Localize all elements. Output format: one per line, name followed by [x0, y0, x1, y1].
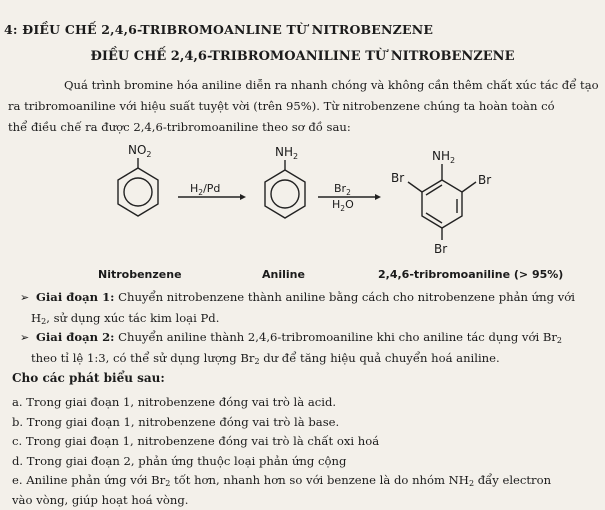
intro-line-1: Quá trình bromine hóa aniline diễn ra nhanh chóng và không cần thêm chất xúc tác để tạo	[8, 75, 600, 96]
claim-d: d. Trong giai đoạn 2, phản ứng thuộc loại phản ứng cộng	[12, 452, 602, 472]
label-nitrobenzene: Nitrobenzene	[98, 268, 182, 281]
claim-c: c. Trong giai đoạn 1, nitrobenzene đóng vai trò là chất oxi hoá	[12, 432, 602, 452]
intro-paragraph	[8, 75, 600, 138]
claim-e-line-2: vào vòng, giúp hoạt hoá vòng.	[12, 491, 602, 510]
stage-2-text: Chuyển aniline thành 2,4,6-tribromoaniline khi cho aniline tác dụng với Br	[114, 330, 556, 344]
br-left-label: Br	[391, 171, 404, 185]
nh2-group-label-product: $NH_2$	[432, 149, 455, 165]
arrow-1-reagent: $H_2/Pd$	[190, 182, 220, 197]
stage-1-title: Giai đoạn 1:	[36, 290, 114, 304]
label-aniline: Aniline	[262, 268, 305, 281]
claims-title: Cho các phát biểu sau:	[12, 371, 165, 385]
label-tribromoaniline: 2,4,6-tribromoaniline (> 95%)	[378, 268, 563, 281]
no2-group-label: $NO_2$	[128, 143, 152, 159]
br-right-label: Br	[478, 173, 491, 187]
intro-line-3: thể điều chế ra được 2,4,6-tribromoaniline theo sơ đồ sau:	[8, 117, 600, 138]
claim-a: a. Trong giai đoạn 1, nitrobenzene đóng vai trò là acid.	[12, 393, 602, 413]
stage-2-title: Giai đoạn 2:	[36, 330, 114, 344]
stage-1-block	[20, 287, 600, 328]
intro-line-2: ra tribromoaniline với hiệu suất tuyệt vời (trên 95%). Từ nitrobenzene chúng ta hoàn toàn có	[8, 96, 600, 117]
claims-list	[12, 393, 602, 510]
benzene-ring-tribromoaniline	[422, 180, 462, 228]
arrow-2-reagent-top: $Br_2$	[334, 182, 351, 197]
claim-e: e. Aniline phản ứng với $Br_2$ tốt hơn, nhanh hơn so với benzene là do nhóm $NH_2$ đẩy electron	[12, 471, 602, 491]
stage-2-block: ➢ Giai đoạn 2: Chuyển aniline thành 2,4,6-tribromoaniline khi cho aniline tác dụng với $Br_2$ theo tỉ lệ 1:3, có thể sử dụng lượng $Br_2$ dư để tăng hiệu quả chuyển hoá aniline.	[20, 327, 600, 368]
arrow-2-reagent-bottom: $H_2O$	[332, 198, 354, 213]
arrow-bullet-icon: ➢	[20, 288, 36, 308]
reaction-scheme	[0, 140, 605, 275]
stage-2-line-2: theo tỉ lệ 1:3, có thể sử dụng lượng $Br_2$ dư để tăng hiệu quả chuyển hoá aniline.	[20, 348, 600, 368]
arrow-bullet-icon: ➢	[20, 328, 36, 348]
br-bottom-label: Br	[434, 242, 447, 256]
claim-b: b. Trong giai đoạn 1, nitrobenzene đóng vai trò là base.	[12, 413, 602, 433]
page-title: ĐIỀU CHẾ 2,4,6-TRIBROMOANILINE TỪ NITROBENZENE	[0, 49, 605, 64]
section-heading: 4: ĐIỀU CHẾ 2,4,6-TRIBROMOANLINE TỪ NITROBENZENE	[4, 22, 433, 37]
stage-1-line-2: $H_2$, sử dụng xúc tác kim loại Pd.	[20, 308, 600, 328]
stage-1-text: Chuyển nitrobenzene thành aniline bằng cách cho nitrobenzene phản ứng với	[114, 290, 575, 304]
nh2-group-label-aniline: $NH_2$	[275, 145, 298, 161]
